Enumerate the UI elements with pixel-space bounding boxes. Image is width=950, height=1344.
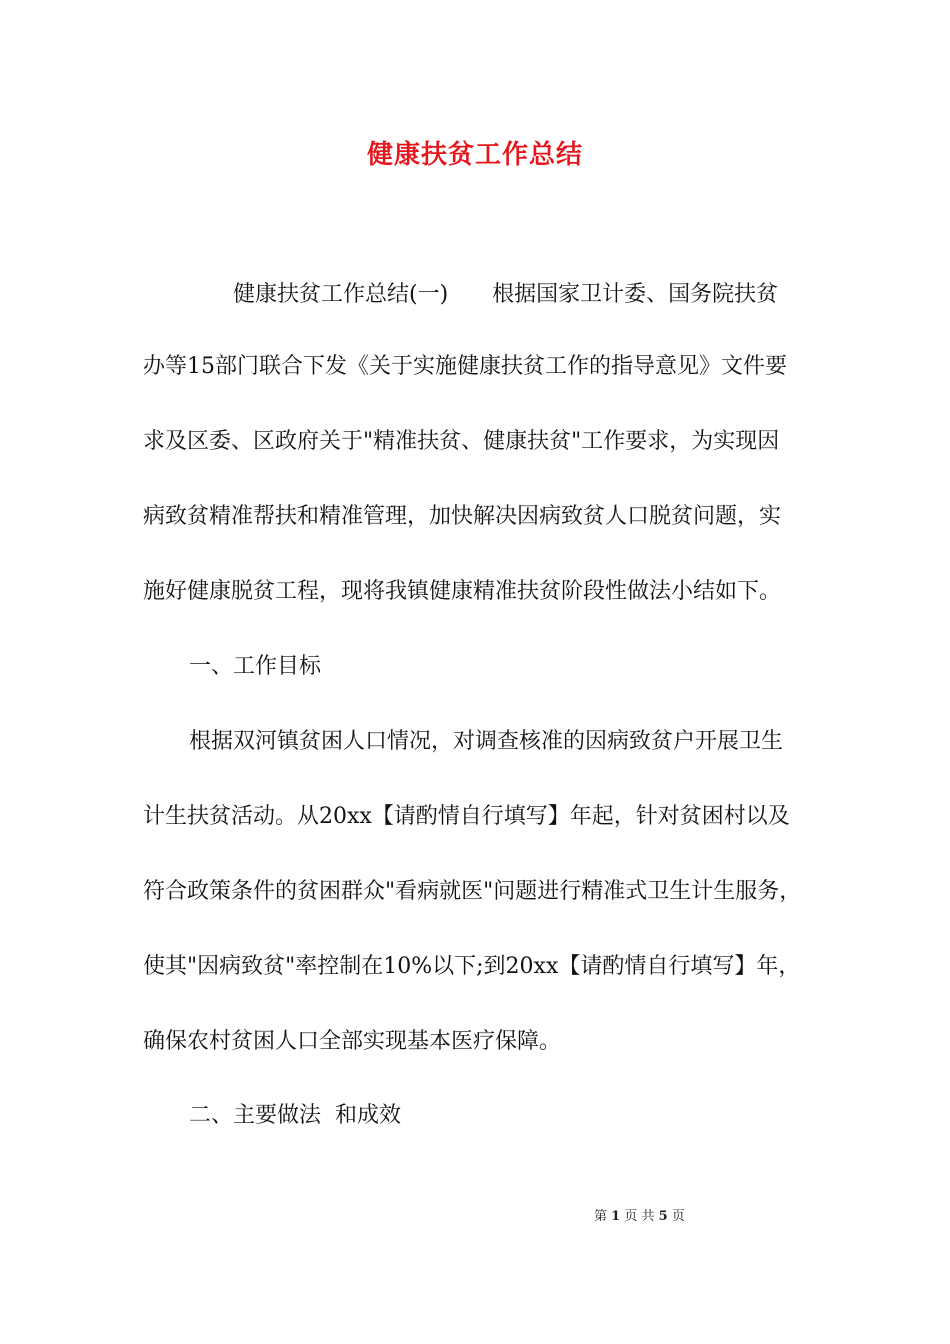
paragraph-line: 确保农村贫困人口全部实现基本医疗保障。 — [143, 1029, 562, 1054]
page-title: 健康扶贫工作总结 — [366, 140, 583, 170]
paragraph-line — [233, 280, 833, 310]
footer-prefix: 第 — [594, 1209, 608, 1224]
footer-suffix: 页 — [671, 1209, 685, 1224]
paragraph-line: 符合政策条件的贫困群众"看病就医"问题进行精准式卫生计生服务， — [143, 879, 802, 904]
paragraph-line: 计生扶贫活动。从20xx【请酌情自行填写】年起，针对贫困村以及 — [143, 804, 790, 829]
footer-middle: 页 共 — [624, 1209, 655, 1224]
paragraph-line: 办等15部门联合下发《关于实施健康扶贫工作的指导意见》文件要 — [143, 354, 787, 379]
paragraph-line: 根据双河镇贫困人口情况，对调查核准的因病致贫户开展卫生 — [189, 729, 784, 754]
paragraph-line: 使其"因病致贫"率控制在10%以下;到20xx【请酌情自行填写】年， — [143, 954, 801, 979]
paragraph-line: 施好健康脱贫工程，现将我镇健康精准扶贫阶段性做法小结如下。 — [143, 579, 782, 604]
paragraph-line: 病致贫精准帮扶和精准管理，加快解决因病致贫人口脱贫问题，实 — [143, 504, 782, 529]
section-heading-intro: 健康扶贫工作总结(一) — [233, 282, 449, 307]
footer-total-pages: 5 — [658, 1209, 668, 1224]
paragraph-line: 求及区委、区政府关于"精准扶贫、健康扶贫"工作要求，为实现因 — [143, 429, 780, 454]
footer-page-number: 1 — [611, 1209, 621, 1224]
section-heading-goals: 一、工作目标 — [189, 654, 322, 679]
page-footer — [594, 1208, 685, 1226]
paragraph-text: 根据国家卫计委、国务院扶贫 — [492, 282, 779, 307]
section-heading-methods: 二、主要做法 和成效 — [189, 1103, 401, 1128]
